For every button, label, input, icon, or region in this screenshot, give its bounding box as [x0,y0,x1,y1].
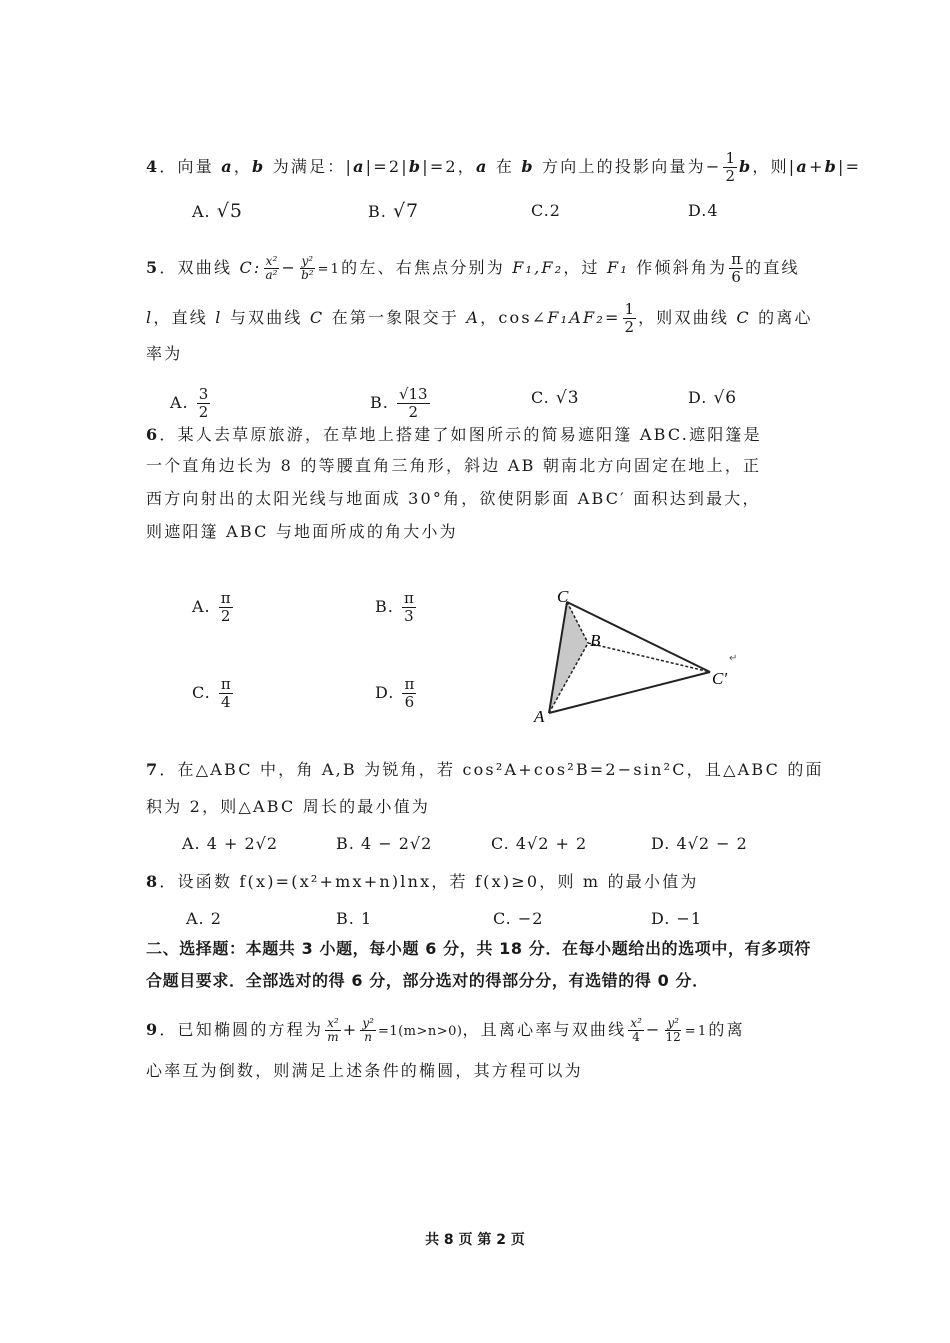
q7-text: ．在△ABC 中，角 A,B 为锐角，若 cos²A+cos²B=2−sin²C，且△ABC 的面 [159,760,824,779]
q4-comma: ， [233,157,253,176]
section-2-instructions [146,971,709,991]
fraction-denominator: 3 [404,607,414,625]
option-label: B. [336,909,355,928]
q4-text: 方向上的投影向量为− [534,157,722,176]
q9-plus: + [342,1020,359,1039]
option-value: √7 [392,200,420,222]
q7-option-d[interactable] [651,834,748,854]
fraction-numerator: x² [630,1016,642,1030]
vector-b: b [521,157,535,176]
option-label: B. [375,597,394,616]
option-label: A. [186,909,205,928]
q7-text: 积为 2，则△ABC 周长的最小值为 [146,797,431,816]
q9-frac-y [360,1017,376,1044]
option-value: 2 [549,201,561,220]
curve-c: C [736,308,751,327]
option-fraction [197,386,211,421]
q4-option-c[interactable] [531,201,561,221]
vector-a: a [353,157,366,176]
q5-option-b[interactable] [370,386,432,421]
q4-option-b[interactable] [368,201,419,222]
fraction-denominator: 6 [731,268,741,286]
option-label: B. [370,393,389,412]
q5-eq: =1 [317,262,342,277]
q5-option-a[interactable] [170,386,212,421]
q5-text: 作倾斜角为 [628,258,728,277]
q7-number: 7 [146,760,160,779]
option-label: A. [192,597,211,616]
q8-option-c[interactable] [493,909,543,929]
section-2-heading [146,939,811,959]
option-label: D. [375,683,395,702]
option-label: A. [182,834,201,853]
q4-option-a[interactable] [192,201,243,222]
q9-text: 的离 [708,1020,745,1039]
vector-a: a [796,157,809,176]
q8-option-b[interactable] [336,909,372,929]
q5-text: ．双曲线 [159,258,240,277]
label-a: A [534,707,545,726]
q7-option-a[interactable] [182,834,278,854]
q5-text: 的左、右焦点分别为 [341,258,513,277]
q5-text: ，则双曲线 [638,308,737,327]
vector-b: b [739,157,753,176]
label-c: C [557,587,569,606]
vector-b: b [252,157,266,176]
label-b: B [590,631,601,650]
q6-text: 西方向射出的太阳光线与地面成 30°角，欲使阴影面 ABC′ 面积达到最大， [146,489,761,508]
option-value: √6 [713,388,738,408]
q7-option-b[interactable] [336,834,432,854]
page-footer: 共 8 页 第 2 页 [425,1232,525,1248]
option-label: C. [493,909,512,928]
edge-ac-prime [549,672,710,713]
edge-c-cprime [567,602,710,672]
q4-text: 在 [488,157,522,176]
shade-triangle [549,602,588,713]
option-label: A. [170,393,189,412]
q4-fraction [723,150,737,185]
q8-text: ．设函数 f(x)=(x²+mx+n)lnx，若 f(x)≥0，则 m 的最小值为 [159,872,699,891]
q5-text: ，直线 [153,308,216,327]
fraction-numerator: 1 [725,149,736,167]
fraction-numerator: π [220,675,231,693]
q5-minus: − [281,258,298,277]
option-label: C. [192,683,211,702]
q5-frac-x [263,255,279,282]
fraction-numerator: x² [265,254,278,268]
option-value: 2 [210,909,222,928]
q5-option-c[interactable] [531,388,580,408]
q6-option-d[interactable] [375,676,418,711]
vector-b: b [824,157,838,176]
q8-line-1 [146,872,699,892]
option-value: 1 [360,909,373,928]
q6-option-b[interactable] [375,590,418,625]
q9-condition: =1(m>n>0) [377,1024,463,1039]
option-label: D. [688,201,708,220]
fraction-numerator: π [731,250,742,268]
q5-text: 与双曲线 [222,308,310,327]
fraction-denominator: b² [301,268,314,282]
q9-frac-hy [664,1017,683,1044]
q5-line-1 [146,251,800,286]
q4-text: ．向量 [159,157,222,176]
option-label: C. [491,834,510,853]
curve-c: C [309,308,325,327]
q5-line-3 [146,344,182,364]
q4-option-d[interactable] [688,201,719,221]
option-label: D. [651,834,671,853]
section-2-line-1: 二、选择题：本题共 3 小题，每小题 6 分，共 18 分．在每小题给出的选项中，有多项符 [146,939,811,958]
q6-option-c[interactable] [192,676,235,711]
q6-line-2 [146,456,761,476]
point-a: A [466,308,481,327]
option-label: C. [531,201,550,220]
q5-line-2 [146,301,813,336]
fraction-denominator: 2 [220,607,231,625]
q5-f1: F₁ [607,258,629,277]
option-label: D. [651,909,671,928]
q8-option-a[interactable] [186,909,222,929]
q9-text: ，且离心率与双曲线 [462,1020,627,1039]
option-fraction [397,386,430,421]
q4-number: 4 [146,157,160,176]
q4-text: |=2| [365,157,409,176]
option-value: 4√2 − 2 [676,834,748,853]
q5-text: 的离心 [750,308,813,327]
q9-number: 9 [146,1020,160,1039]
fraction-denominator: 2 [408,403,419,421]
q5-text: ，cos∠ [480,308,548,327]
q5-angle: F₁AF₂ [547,308,605,327]
q5-text: = [604,308,621,327]
q6-text: ．某人去草原旅游，在草地上搭建了如图所示的简易遮阳篷 ABC.遮阳篷是 [159,425,762,444]
option-label: C. [531,388,550,407]
q6-figure [520,580,760,730]
fraction-numerator: 3 [198,385,209,403]
option-value: √3 [555,388,580,408]
q6-text: 则遮阳篷 ABC 与地面所成的角大小为 [146,522,458,541]
line-l: l [215,308,223,327]
q9-line-2 [146,1061,583,1081]
q5-curve: C: [239,258,262,277]
fraction-numerator: y² [301,254,314,268]
option-fraction [402,676,416,711]
q4-text: |= [837,157,862,176]
section-2-line-2: 合题目要求．全部选对的得 6 分，部分选对的得部分分，有选错的得 0 分． [146,971,709,990]
option-label: D. [688,388,708,407]
line-l: l [146,308,154,327]
q5-frac-pi [729,251,743,286]
q4-text: ，则| [752,157,797,176]
q5-option-d[interactable] [688,388,737,408]
fraction-denominator: 4 [221,693,231,711]
q6-option-a[interactable] [192,590,235,625]
fraction-denominator: 6 [404,693,415,711]
q6-line-4 [146,522,458,542]
option-value: −1 [676,909,703,928]
q9-text: ．已知椭圆的方程为 [159,1020,324,1039]
q9-eq: =1 [684,1024,709,1039]
fraction-denominator: 2 [624,318,635,336]
fraction-numerator: x² [327,1016,339,1030]
return-mark: ↵ [729,653,738,664]
option-fraction [219,590,233,625]
fraction-numerator: y² [667,1016,679,1030]
q5-foci: F₁,F₂ [512,258,564,277]
q6-text: 一个直角边长为 8 的等腰直角三角形，斜边 AB 朝南北方向固定在地上，正 [146,456,762,475]
fraction-denominator: m [327,1030,339,1044]
q8-number: 8 [146,872,160,891]
fraction-numerator: √13 [398,385,428,403]
fraction-numerator: 1 [624,300,635,318]
q4-text: |=2， [422,157,477,176]
option-label: B. [368,202,387,221]
option-value: 4 + 2√2 [206,834,279,853]
q9-frac-x [325,1017,341,1044]
q6-number: 6 [146,425,160,444]
q9-text: 心率互为倒数，则满足上述条件的椭圆，其方程可以为 [146,1061,583,1080]
fraction-numerator: π [220,589,231,607]
vector-a: a [476,157,489,176]
option-fraction [402,590,416,625]
option-label: B. [336,834,355,853]
q5-frac-y [299,255,316,282]
q9-frac-hx [628,1017,644,1044]
q5-number: 5 [146,258,160,277]
q7-option-c[interactable] [491,834,587,854]
label-c-prime: C′ [712,669,728,688]
fraction-denominator: n [364,1030,372,1044]
option-value: 4 − 2√2 [360,834,433,853]
option-fraction [219,676,233,711]
q5-frac-half [623,301,637,336]
q6-line-3 [146,489,761,509]
q8-option-d[interactable] [651,909,702,929]
q5-text: 在第一象限交于 [324,308,467,327]
option-value: 4√2 + 2 [515,834,588,853]
option-value: 4 [707,201,719,220]
fraction-denominator: a² [265,268,278,282]
q4-plus: + [808,157,825,176]
q6-line-1 [146,425,762,445]
fraction-numerator: π [403,589,414,607]
fraction-denominator: 4 [632,1030,640,1044]
option-value: −2 [517,909,544,928]
option-value: √5 [216,200,243,222]
q7-line-1 [146,760,824,780]
q5-text: ，过 [563,258,608,277]
vector-a: a [221,157,234,176]
q4-text: 为满足：| [265,157,354,176]
q5-text: 的直线 [745,258,800,277]
fraction-denominator: 2 [198,403,209,421]
q9-line-1 [146,1017,745,1044]
q4-stem [146,150,861,185]
q7-line-2 [146,797,430,817]
q5-text: 率为 [146,344,183,363]
fraction-denominator: 12 [665,1030,681,1044]
q9-minus: − [645,1020,662,1039]
option-label: A. [192,202,211,221]
vector-b: b [408,157,423,176]
fraction-numerator: y² [362,1016,374,1030]
fraction-denominator: 2 [725,167,736,185]
edge-b-cprime [588,643,710,672]
fraction-numerator: π [404,675,415,693]
